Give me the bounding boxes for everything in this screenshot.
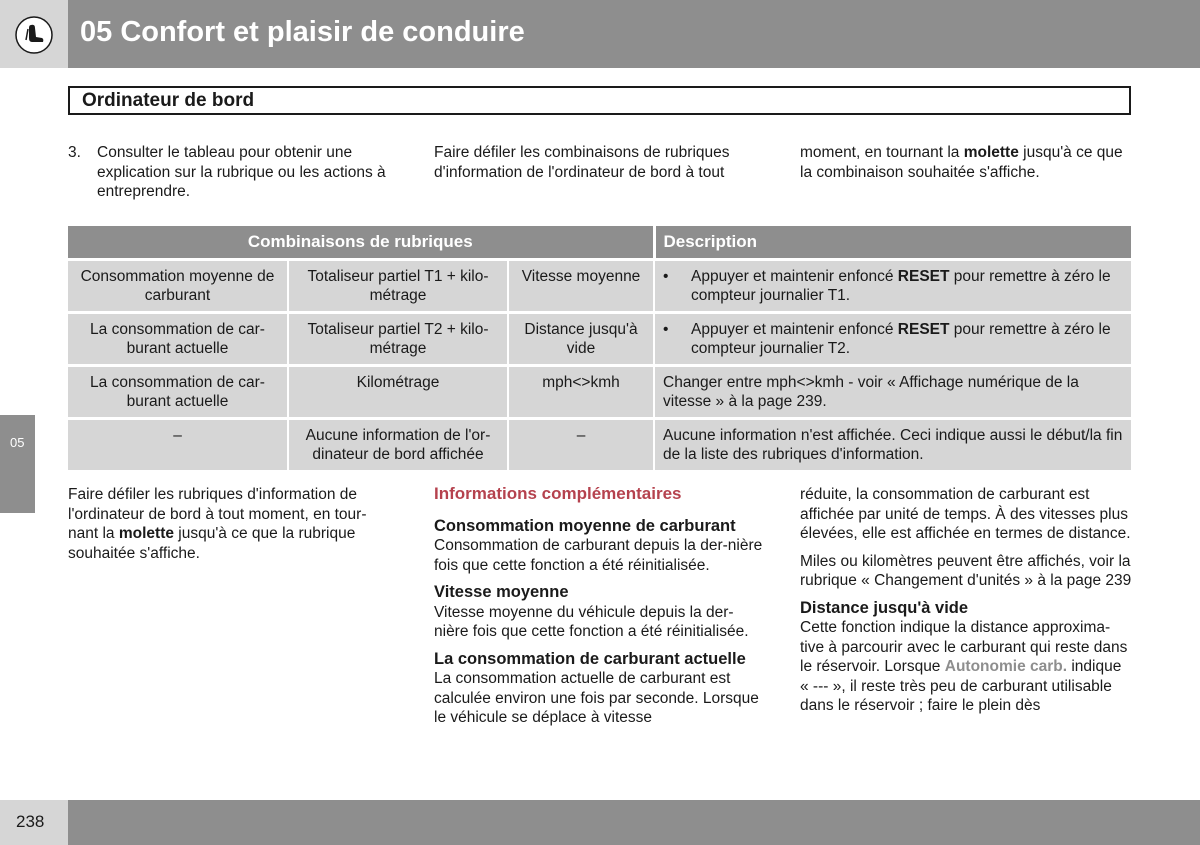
step-number: 3. bbox=[68, 144, 81, 161]
current-consumption-text: La consommation actuelle de carburant est calculée environ une fois par seconde. Lorsque le véhicule se déplace à vitesse bbox=[434, 670, 759, 726]
table-header-row bbox=[68, 226, 1131, 259]
lower-col3 bbox=[800, 485, 1134, 716]
header-combinations: Combinaisons de rubriques bbox=[68, 226, 654, 259]
col3-paragraph-1: réduite, la consommation de carburant est affichée par unité de temps. À des vitesses plus élevées, elle est affichée en termes de distance. bbox=[800, 486, 1131, 542]
avg-consumption-heading: Consommation moyenne de carburant bbox=[434, 516, 736, 535]
desc-before: Appuyer et maintenir enfoncé bbox=[691, 320, 898, 338]
table-row bbox=[68, 312, 1131, 365]
desc-bold: RESET bbox=[897, 267, 950, 285]
cell-description bbox=[654, 312, 1131, 365]
intro-col3-bold: molette bbox=[963, 144, 1019, 161]
distance-to-empty-text bbox=[800, 618, 1134, 716]
footer-bar bbox=[68, 800, 1200, 845]
desc-after: pour remettre à zéro le compteur journalier T2. bbox=[691, 320, 1111, 357]
intro-col2-text: Faire défiler les combinaisons de rubriques d'information de l'ordinateur de bord à tout bbox=[434, 144, 730, 181]
dte-before: Cette fonction indique la distance approxima-tive à parcourir avec le carburant qui reste dans le réservoir. Lorsque bbox=[800, 619, 1128, 675]
cell-description: Changer entre mph<>kmh - voir « Affichage numérique de la vitesse » à la page 239. bbox=[654, 365, 1131, 418]
page-number: 238 bbox=[16, 812, 45, 831]
lower-col1-text bbox=[68, 485, 390, 563]
avg-speed-heading: Vitesse moyenne bbox=[434, 583, 569, 601]
chapter-title: 05 Confort et plaisir de conduire bbox=[80, 16, 525, 48]
chapter-side-tab bbox=[0, 415, 35, 513]
lower-col2 bbox=[434, 484, 768, 728]
table-row bbox=[68, 259, 1131, 312]
additional-info-heading: Informations complémentaires bbox=[434, 484, 682, 503]
combinations-table bbox=[68, 226, 1131, 473]
desc-bold: RESET bbox=[897, 320, 950, 338]
cell-combo-2: Totaliseur partiel T1 + kilo-métrage bbox=[288, 259, 508, 312]
chapter-icon-box bbox=[0, 0, 68, 68]
table-row bbox=[68, 418, 1131, 471]
intro-col3-before: moment, en tournant la bbox=[800, 144, 964, 161]
dte-after: indique « --- », il reste très peu de carburant utilisable dans le réservoir ; faire le plein dès bbox=[800, 658, 1122, 714]
desc-after: pour remettre à zéro le compteur journalier T1. bbox=[691, 267, 1111, 304]
intro-step-3 bbox=[68, 143, 390, 202]
cell-description: Aucune information n'est affichée. Ceci indique aussi le début/la fin de la liste des rubriques d'information. bbox=[654, 418, 1131, 471]
chapter-header-bar bbox=[68, 0, 1200, 68]
section-title-box bbox=[68, 86, 1131, 115]
lower-col1-bold: molette bbox=[118, 525, 174, 542]
avg-speed-text: Vitesse moyenne du véhicule depuis la der-nière fois que cette fonction a été réinitialisée. bbox=[434, 603, 749, 640]
lower-col1-before: Faire défiler les rubriques d'information de l'ordinateur de bord à tout moment, en tour-nant la bbox=[68, 486, 367, 542]
cell-combo-1: – bbox=[68, 418, 288, 471]
cell-combo-2: Totaliseur partiel T2 + kilo-métrage bbox=[288, 312, 508, 365]
dte-display-label: Autonomie carb. bbox=[944, 658, 1068, 675]
cell-combo-1: La consommation de car-burant actuelle bbox=[68, 365, 288, 418]
desc-before: Appuyer et maintenir enfoncé bbox=[691, 267, 898, 285]
cell-combo-2: Kilométrage bbox=[288, 365, 508, 418]
seat-icon bbox=[15, 16, 53, 54]
bullet-icon: • bbox=[663, 267, 669, 285]
cell-combo-3: Distance jusqu'à vide bbox=[508, 312, 654, 365]
distance-to-empty-heading: Distance jusqu'à vide bbox=[800, 598, 969, 617]
avg-consumption-text: Consommation de carburant depuis la der-nière fois que cette fonction a été réinitialisée. bbox=[434, 537, 763, 574]
cell-combo-3: – bbox=[508, 418, 654, 471]
cell-combo-3: Vitesse moyenne bbox=[508, 259, 654, 312]
cell-combo-1: Consommation moyenne de carburant bbox=[68, 259, 288, 312]
intro-col3-text bbox=[800, 143, 1134, 182]
cell-combo-1: La consommation de car-burant actuelle bbox=[68, 312, 288, 365]
side-tab-label: 05 bbox=[10, 435, 25, 450]
cell-combo-2: Aucune information de l'or-dinateur de bord affichée bbox=[288, 418, 508, 471]
cell-description bbox=[654, 259, 1131, 312]
step-text: Consulter le tableau pour obtenir une explication sur la rubrique ou les actions à entreprendre. bbox=[97, 144, 386, 200]
page-number-box bbox=[0, 800, 68, 845]
cell-combo-3: mph<>kmh bbox=[508, 365, 654, 418]
header-description: Description bbox=[654, 226, 1131, 259]
current-consumption-heading: La consommation de carburant actuelle bbox=[434, 649, 746, 668]
lower-col1-after: jusqu'à ce que la rubrique souhaitée s'affiche. bbox=[68, 525, 356, 562]
col3-paragraph-2: Miles ou kilomètres peuvent être affichés, voir la rubrique « Changement d'unités » à la page 239 bbox=[800, 552, 1132, 589]
intro-col3-after: jusqu'à ce que la combinaison souhaitée s'affiche. bbox=[800, 144, 1123, 181]
bullet-icon: • bbox=[663, 320, 669, 338]
section-title: Ordinateur de bord bbox=[82, 90, 255, 111]
table-row bbox=[68, 365, 1131, 418]
